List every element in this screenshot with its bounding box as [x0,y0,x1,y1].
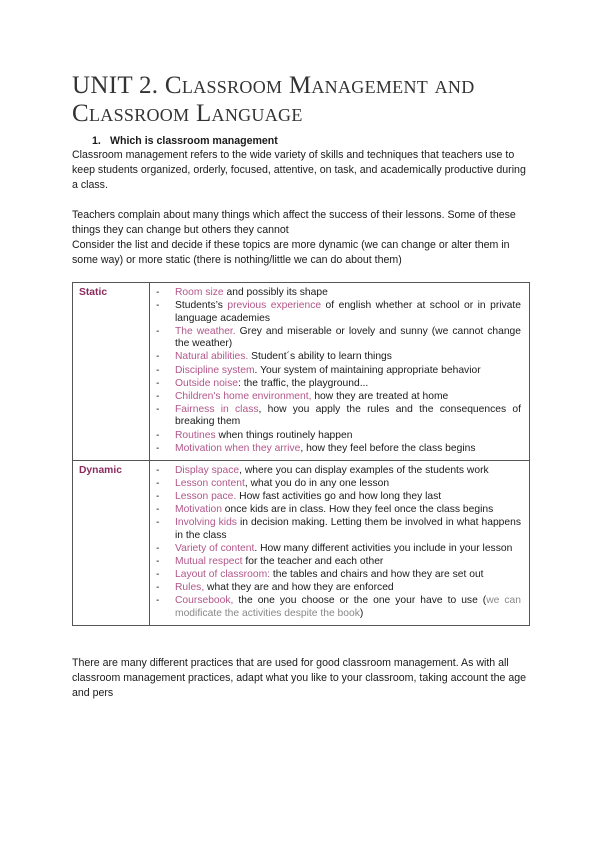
topic-term: Outside noise [175,377,238,389]
bullet-dash: - [156,442,160,454]
dynamic-cell [150,460,530,625]
dynamic-item [156,517,521,542]
document-page [72,72,530,701]
section-heading [92,135,530,148]
static-item [156,287,521,300]
topic-term: Natural abilities. [175,351,249,363]
item-text: Grey and miserable or lovely and sunny (we cannot change the weather) [175,325,521,350]
static-item [156,351,521,364]
bullet-dash: - [156,390,160,402]
item-text: How fast activities go and how long they last [236,490,442,502]
topic-term: Involving kids [175,517,237,529]
topic-term: Fairness in class [175,403,259,415]
topic-term: Motivation when they arrive [175,442,301,454]
dynamic-item [156,465,521,478]
topic-term: Children's home environment, [175,390,312,402]
bullet-dash: - [156,504,160,515]
bullet-dash: - [156,542,160,554]
bullet-dash: - [156,517,160,529]
dynamic-list [156,465,521,621]
bullet-dash: - [156,403,160,415]
topic-term: previous experience [227,300,322,312]
item-text: Student´s ability to learn things [248,351,392,363]
topic-term: Variety of content [175,542,255,554]
item-text: , how they feel before the class begins [300,442,476,454]
bullet-dash: - [156,325,160,337]
paragraph-instructions: Consider the list and decide if these topics are more dynamic (we can change or alter them in some way) or more static (there is nothing/little we can do about them) [72,239,510,266]
bullet-dash: - [156,568,160,580]
paragraph-definition: Classroom management refers to the wide variety of skills and techniques that teachers use to keep students organized, orderly, focused, attentive, on task, and academically productive during a class. [72,149,526,191]
static-cell [150,283,530,461]
static-item [156,300,521,325]
item-text: Students’s [175,300,228,312]
dynamic-item [156,491,521,504]
static-row [73,283,530,461]
bullet-dash: - [156,490,160,502]
topic-term: Lesson content [175,477,245,489]
topic-term: Motivation [175,504,222,515]
bullet-dash: - [156,287,160,298]
static-dynamic-table [72,282,530,626]
dynamic-label: Dynamic [73,460,150,625]
section-number: 1. [92,135,101,147]
static-list [156,287,521,455]
bullet-dash: - [156,464,160,476]
item-text: ) [359,607,364,619]
topic-term: Display space [175,464,240,476]
paragraph-complaints: Teachers complain about many things which affect the success of their lessons. Some of these things they can change but others they cannot [72,209,516,236]
bullet-dash: - [156,351,160,363]
item-text: how they are treated at home [311,390,449,402]
item-text: the tables and chairs and how they are set out [270,568,484,580]
topic-term: Coursebook, [175,595,234,607]
item-text: and possibly its shape [223,287,328,298]
static-item [156,430,521,443]
bullet-dash: - [156,582,160,594]
topic-term: Routines [175,429,216,441]
item-text: once kids are in class. How they feel once the class begins [221,504,494,515]
static-item [156,365,521,378]
static-item [156,404,521,429]
dynamic-item [156,478,521,491]
item-text: , what you do in any one lesson [244,477,390,489]
note-text: we can modificate the activities despite the book [175,595,521,619]
unit-title: UNIT 2. Classroom Management and Classroom Language [72,72,475,127]
item-text: what they are and how they are enforced [204,582,394,594]
dynamic-item [156,543,521,556]
item-text: of english whether at school or in private language academies [175,300,521,324]
static-item [156,391,521,404]
topic-term: The weather. [175,325,236,337]
item-text: in decision making. Letting them be involved in what happens in the class [175,517,521,541]
dynamic-item [156,569,521,582]
topic-term: Mutual respect [175,555,243,567]
dynamic-item [156,556,521,569]
item-text: when things routinely happen [215,429,353,441]
bullet-dash: - [156,364,160,376]
paragraph-practices: There are many different practices that are used for good classroom management. As with all classroom management practices, adapt what you like to your classroom, taking account the age and pers [72,656,527,699]
dynamic-item [156,504,521,517]
bullet-dash: - [156,377,160,389]
static-item [156,378,521,391]
bullet-dash: - [156,429,160,441]
item-text: . How many different activities you include in your lesson [254,542,513,554]
bullet-dash: - [156,300,160,312]
bullet-dash: - [156,555,160,567]
section-heading-text: Which is classroom management [110,135,278,147]
item-text: for the teacher and each other [242,555,384,567]
item-text: , how you apply the rules and the consequences of breaking them [175,403,521,428]
bullet-dash: - [156,595,160,607]
dynamic-row [73,460,530,625]
topic-term: Discipline system [175,364,255,376]
bullet-dash: - [156,477,160,489]
dynamic-item [156,582,521,595]
topic-term: Lesson pace. [175,490,237,502]
item-text: , where you can display examples of the students work [239,464,489,476]
topic-term: Layout of classroom: [175,568,271,580]
topic-term: Room size [175,287,224,298]
dynamic-item [156,595,521,620]
item-text: . Your system of maintaining appropriate behavior [254,364,481,376]
item-text: the one you choose or the one your have to use ( [233,595,487,607]
topic-term: Rules, [175,582,205,594]
item-text: : the traffic, the playground... [237,377,369,389]
static-label: Static [73,283,150,461]
static-item [156,443,521,456]
static-item [156,326,521,351]
